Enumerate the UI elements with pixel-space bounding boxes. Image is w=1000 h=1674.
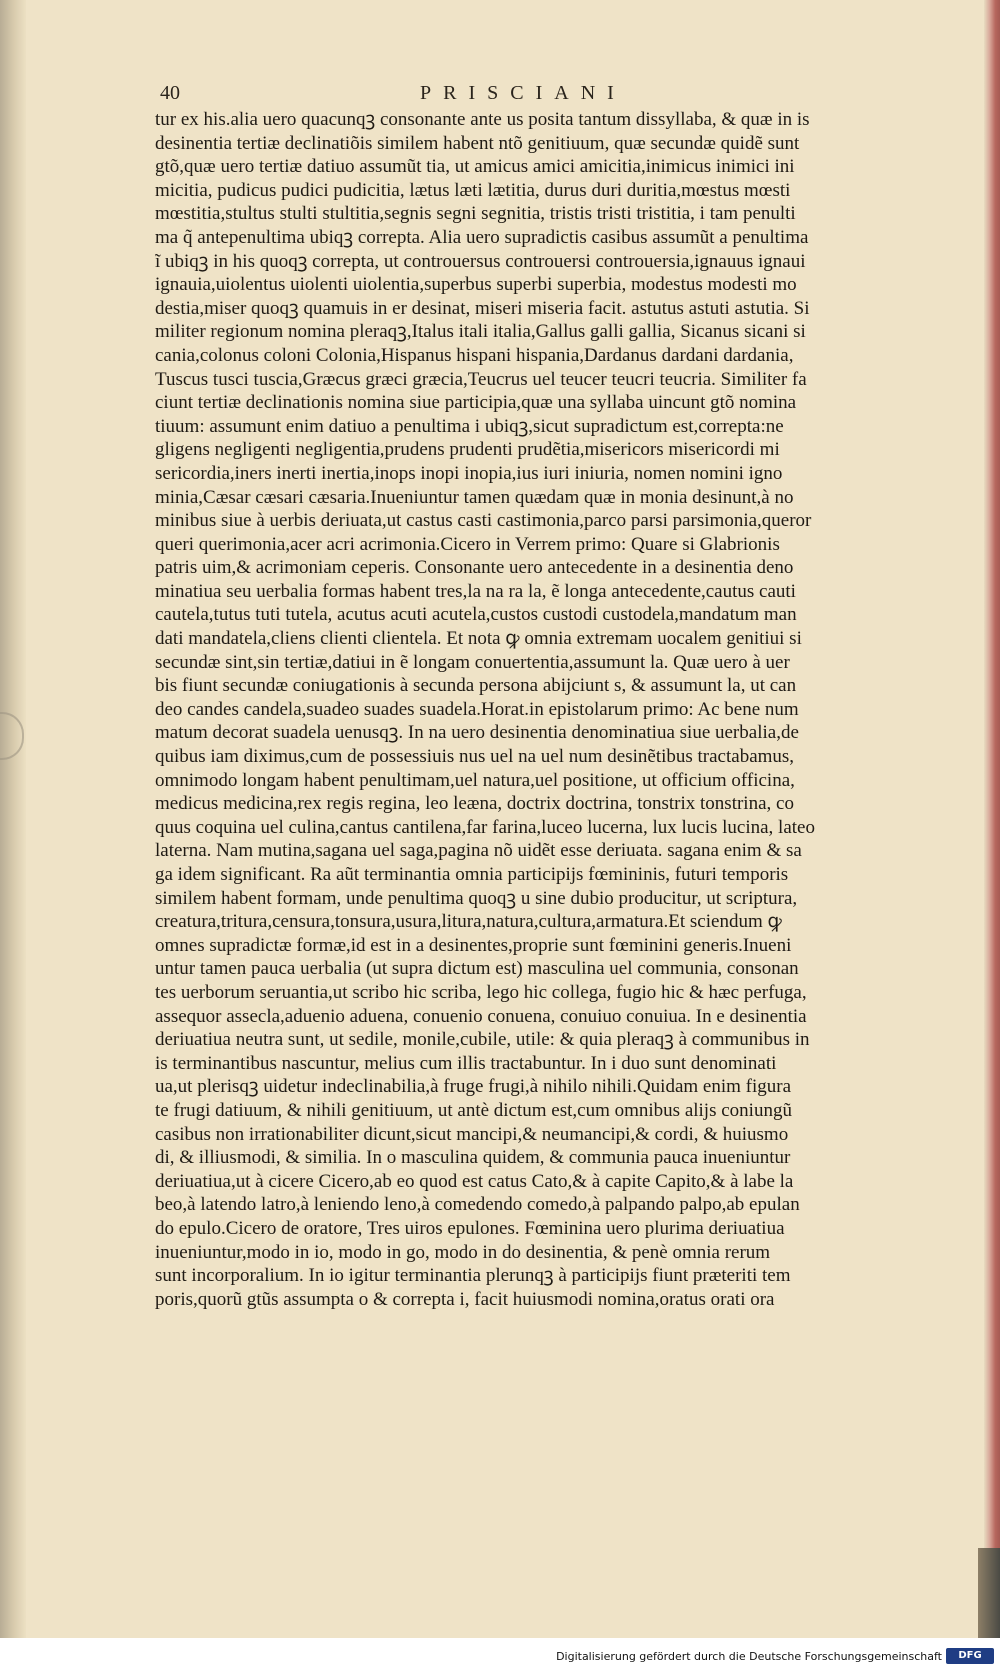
dfg-logo: DFG <box>946 1648 994 1664</box>
text-line: queri querimonia,acer acri acrimonia.Cicero in Verrem primo: Quare si Glabrionis <box>155 533 780 555</box>
text-line: tes uerborum seruantia,ut scribo hic scriba, lego hic collega, fugio hic & hæc perfuga, <box>155 981 807 1003</box>
text-line: gtõ,quæ uero tertiæ datiuo assumũt tia, ut amicus amici amicitia,inimicus inimici ini <box>155 156 795 178</box>
text-line: casibus non irrationabiliter dicunt,sicut mancipi,& neumancipi,& cordi, & huiusmo <box>155 1123 789 1145</box>
text-line: micitia, pudicus pudici pudicitia, lætus læti lætitia, durus duri duritia,mœstus mœsti <box>155 179 791 201</box>
text-line: Tuscus tusci tuscia,Græcus græci græcia,Teucrus uel teucer teucri teucria. Similiter fa <box>155 368 807 390</box>
text-line: poris,quorũ gtũs assumpta o & correpta i, facit huiusmodi nomina,oratus orati ora <box>155 1288 775 1310</box>
text-line: ignauia,uiolentus uiolenti uiolentia,superbus superbi superbia, modestus modesti mo <box>155 274 797 296</box>
text-line: mœstitia,stultus stulti stultitia,segnis segni segnitia, tristis tristi tristitia, i tam penulti <box>155 203 796 225</box>
footer-bar <box>0 1640 1000 1674</box>
text-line: do epulo.Cicero de oratore, Tres uiros epulones. Fœminina uero plurima deriuatiua <box>155 1217 785 1239</box>
text-line: similem habent formam, unde penultima quoqꝫ u sine dubio producitur, ut scriptura, <box>155 887 798 909</box>
text-line: untur tamen pauca uerbalia (ut supra dictum est) masculina uel communia, consonan <box>155 958 799 980</box>
text-line: ĩ ubiqꝫ in his quoqꝫ correpta, ut controuersus controuersi controuersia,ignauus ignaui <box>155 250 806 272</box>
folio-number: 40 <box>160 82 180 104</box>
text-line: te frugi datiuum, & nihili genitiuum, ut antè dictum est,cum omnibus alijs coniungũ <box>155 1099 792 1121</box>
text-line: cautela,tutus tuti tutela, acutus acuti acutela,custos custodi custodela,mandatum man <box>155 604 797 626</box>
text-line: bis fiunt secundæ coniugationis à secunda persona abijciunt s, & assumunt la, ut can <box>155 675 797 697</box>
running-title: PRISCIANI <box>420 82 626 104</box>
text-block <box>155 108 945 1311</box>
page-header <box>160 82 940 110</box>
text-line: ma q̃ antepenultima ubiqꝫ correpta. Alia uero supradictis casibus assumũt a penultima <box>155 226 809 248</box>
text-line: creatura,tritura,censura,tonsura,usura,litura,natura,cultura,armatura.Et sciendum ꝙ <box>155 911 782 933</box>
text-line: ciunt tertiæ declinationis nomina siue participia,quæ una syllaba uincunt gtõ nomina <box>155 392 797 414</box>
text-line: destia,miser quoqꝫ quamuis in er desinat, miseri miseria facit. astutus astuti astutia. Si <box>155 297 810 319</box>
text-line: matum decorat suadela uenusqꝫ. In na uero desinentia denominatiua siue uerbalia,de <box>155 722 799 744</box>
text-line: deo candes candela,suadeo suades suadela.Horat.in epistolarum primo: Ac bene num <box>155 698 799 720</box>
text-line: secundæ sint,sin tertiæ,datiui in ẽ longam conuertentia,assumunt la. Quæ uero à uer <box>155 651 790 673</box>
text-line: minatiua seu uerbalia formas habent tres,la na ra la, ẽ longa antecedente,cautus cauti <box>155 580 796 602</box>
text-line: tiuum: assumunt enim datiuo a penultima i ubiqꝫ,sicut supradictum est,correpta:ne <box>155 415 784 437</box>
text-line: di, & illiusmodi, & similia. In o masculina quidem, & communia pauca inueniuntur <box>155 1147 791 1169</box>
text-line: assequor assecla,aduenio aduena, conuenio conuena, conuiuo conuiua. In e desinentia <box>155 1005 807 1027</box>
text-line: deriuatiua neutra sunt, ut sedile, monile,cubile, utile: & quia pleraqꝫ à communibus in <box>155 1029 810 1051</box>
text-line: tur ex his.alia uero quacunqꝫ consonante ante us posita tantum dissyllaba, & quæ in is <box>155 109 810 130</box>
text-line: is terminantibus nascuntur, melius cum illis tractabuntur. In i duo sunt denominati <box>155 1052 777 1074</box>
text-line: omnes supradictæ formæ,id est in a desinentes,proprie sunt fœminini generis.Inueni <box>155 934 792 956</box>
text-line: sericordia,iners inerti inertia,inops inopi inopia,ius iuri iniuria, nomen nomini igno <box>155 462 783 484</box>
text-line: sunt incorporalium. In io igitur terminantia plerunqꝫ à participijs fiunt præteriti tem <box>155 1265 791 1287</box>
text-line: cania,colonus coloni Colonia,Hispanus hispani hispania,Dardanus dardani dardania, <box>155 344 794 366</box>
binding-edge <box>0 0 26 1638</box>
text-line: beo,à latendo latro,à leniendo leno,à comedendo comedo,à palpando palpo,ab epulan <box>155 1194 800 1216</box>
text-line: deriuatiua,ut à cicere Cicero,ab eo quod est catus Cato,& à capite Capito,& à labe la <box>155 1170 794 1192</box>
text-line: dati mandatela,cliens clienti clientela. Et nota ꝙ omnia extremam uocalem genitiui si <box>155 628 802 650</box>
text-line: militer regionum nomina pleraqꝫ,Italus itali italia,Gallus galli gallia, Sicanus sicani si <box>155 321 806 343</box>
text-line: laterna. Nam mutina,sagana uel saga,pagina nõ uidẽt esse deriuata. sagana enim & sa <box>155 840 802 862</box>
text-line: ga idem significant. Ra aũt terminantia omnia participijs fœmininis, futuri temporis <box>155 864 789 885</box>
text-line: quus coquina uel culina,cantus cantilena,far farina,luceo lucerna, lux lucis lucina, lateo <box>155 816 815 838</box>
text-line: minibus siue à uerbis deriuata,ut castus casti castimonia,parco parsi parsimonia,queror <box>155 510 812 532</box>
text-line: inueniuntur,modo in io, modo in go, modo in do desinentia, & penè omnia rerum <box>155 1241 771 1263</box>
text-line: patris uim,& acrimoniam ceperis. Consonante uero antecedente in a desinentia deno <box>155 557 794 579</box>
text-line: omnimodo longam habent penultimam,uel natura,uel positione, ut officium officina, <box>155 769 795 791</box>
page-corner-shadow <box>978 1548 1000 1638</box>
text-line: medicus medicina,rex regis regina, leo leæna, doctrix doctrina, tonstrix tonstrina, co <box>155 793 794 815</box>
text-line: desinentia tertiæ declinatiõis similem habent ntõ genitiuum, quæ secundæ quidẽ sunt <box>155 132 800 154</box>
text-line: minia,Cæsar cæsari cæsaria.Inueniuntur tamen quædam quæ in monia desinunt,à no <box>155 486 794 508</box>
text-line: quibus iam diximus,cum de possessiuis nus uel na uel num desinẽtibus tractabamus, <box>155 746 795 768</box>
text-line: ua,ut plerisqꝫ uidetur indeclinabilia,à fruge frugi,à nihilo nihili.Quidam enim figura <box>155 1076 792 1098</box>
text-line: gligens negligenti negligentia,prudens prudenti prudẽtia,misericors misericordi mi <box>155 439 780 461</box>
digitization-credit: Digitalisierung gefördert durch die Deutsche Forschungsgemeinschaft <box>556 1650 942 1663</box>
page-fore-edge <box>984 0 1000 1638</box>
